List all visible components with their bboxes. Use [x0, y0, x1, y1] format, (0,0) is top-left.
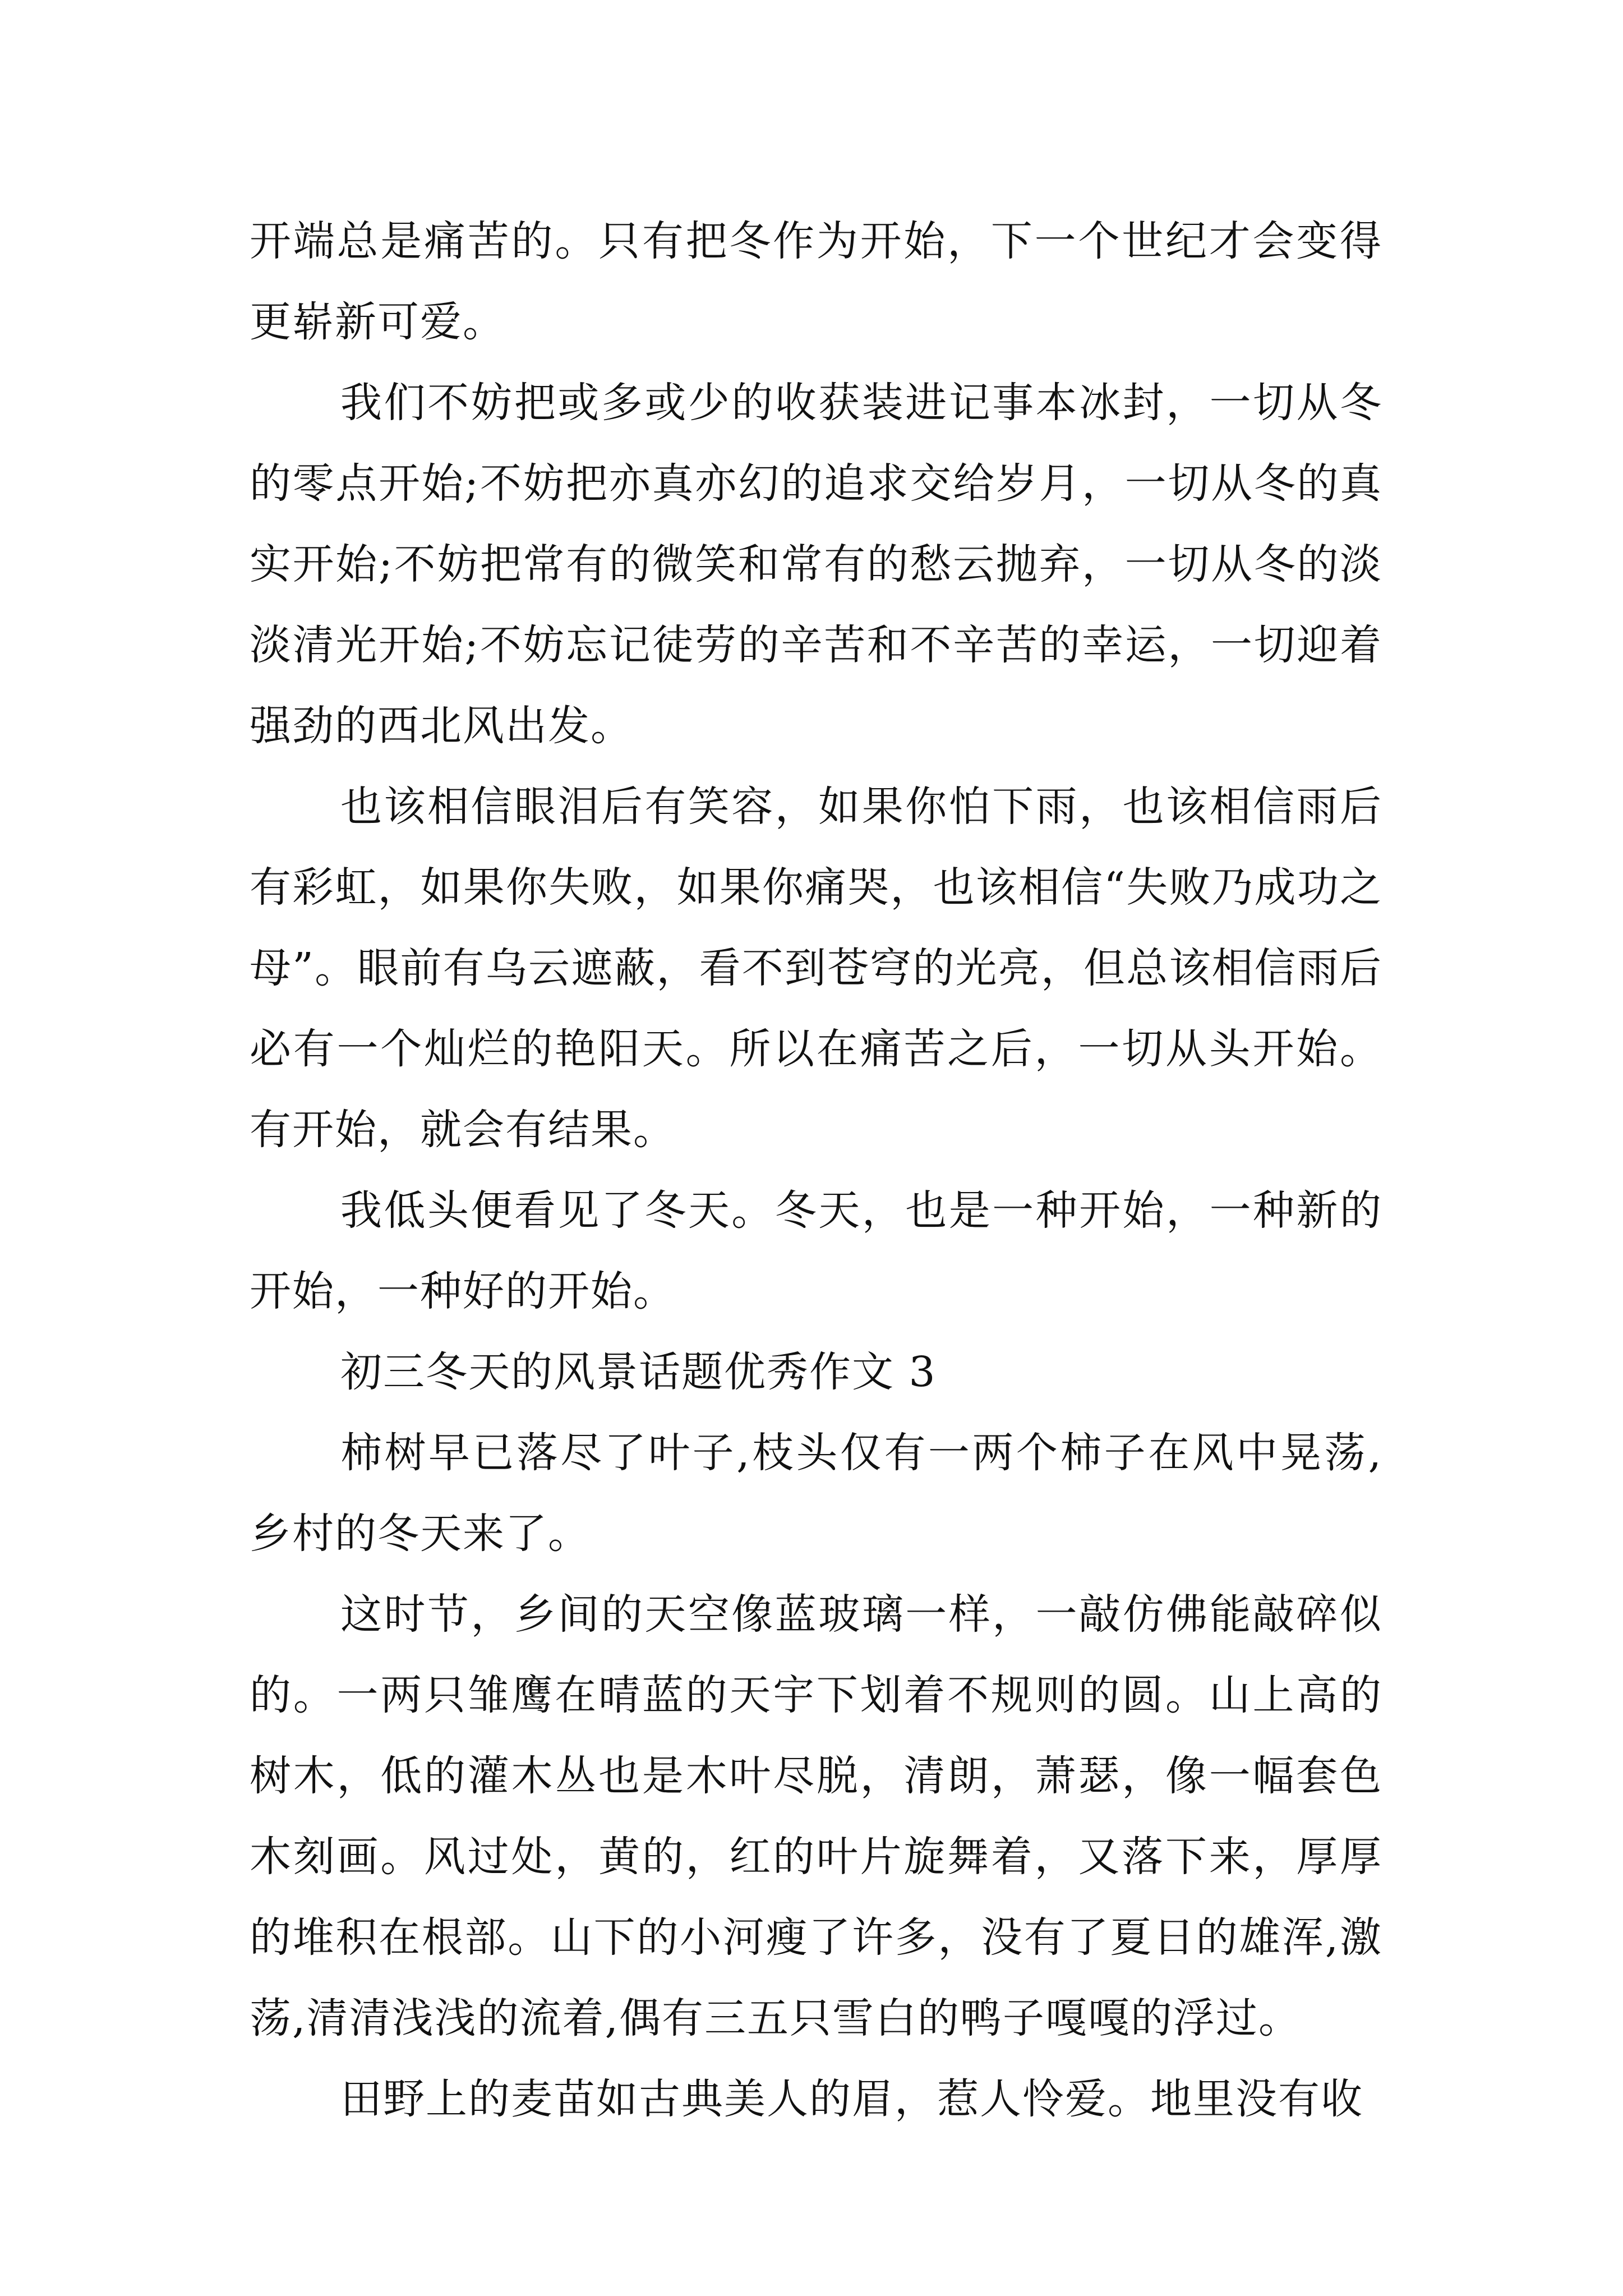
essay-body — [250, 201, 1382, 2139]
paragraph-3: 也该相信眼泪后有笑容，如果你怕下雨，也该相信雨后有彩虹，如果你失败，如果你痛哭，也该相信“失败乃成功之母”。眼前有乌云遮蔽，看不到苍穹的光亮，但总该相信雨后必有一个灿烂的艳阳天。所以在痛苦之后，一切从头开始。有开始，就会有结果。 — [250, 783, 1382, 1154]
paragraph-5: 柿树早已落尽了叶子,枝头仅有一两个柿子在风中晃荡,乡村的冬天来了。 — [250, 1429, 1382, 1558]
paragraph-2: 我们不妨把或多或少的收获装进记事本冰封，一切从冬的零点开始;不妨把亦真亦幻的追求交给岁月，一切从冬的真实开始;不妨把常有的微笑和常有的愁云抛弃，一切从冬的淡淡清光开始;不妨忘记徒劳的辛苦和不辛苦的幸运，一切迎着强劲的西北风出发。 — [250, 379, 1382, 750]
paragraph-6: 这时节，乡间的天空像蓝玻璃一样，一敲仿佛能敲碎似的。一两只雏鹰在晴蓝的天宇下划着不规则的圆。山上高的树木，低的灌木丛也是木叶尽脱，清朗，萧瑟，像一幅套色木刻画。风过处，黄的，红的叶片旋舞着，又落下来，厚厚的堆积在根部。山下的小河瘦了许多，没有了夏日的雄浑,激荡,清清浅浅的流着,偶有三五只雪白的鸭子嘎嘎的浮过。 — [250, 1590, 1382, 2042]
paragraph-4: 我低头便看见了冬天。冬天，也是一种开始，一种新的开始，一种好的开始。 — [250, 1186, 1382, 1315]
paragraph-7: 田野上的麦苗如古典美人的眉，惹人怜爱。地里没有收 — [340, 2075, 1363, 2123]
paragraph-1: 开端总是痛苦的。只有把冬作为开始，下一个世纪才会变得更崭新可爱。 — [250, 217, 1382, 346]
section-heading: 初三冬天的风景话题优秀作文 3 — [340, 1348, 937, 1396]
